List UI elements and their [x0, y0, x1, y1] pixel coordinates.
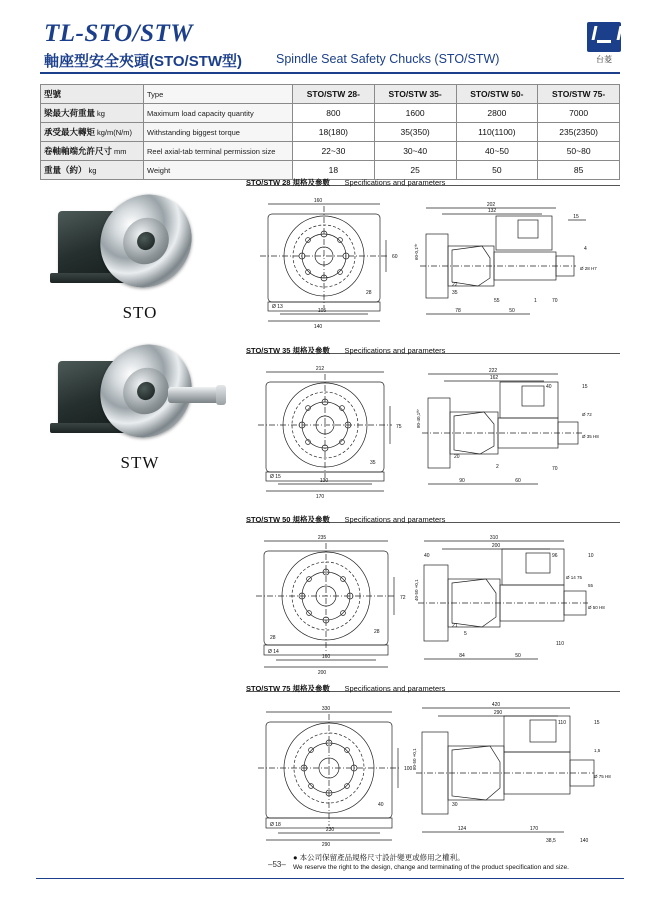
page-header — [0, 0, 659, 78]
svg-text:72: 72 — [400, 595, 406, 601]
drawing-group-75 — [246, 678, 620, 848]
svg-text:Ø 72: Ø 72 — [582, 412, 592, 417]
svg-text:140: 140 — [580, 838, 589, 844]
svg-text:90: 90 — [459, 478, 465, 484]
page-title: TL-STO/STW — [44, 20, 193, 47]
row-label-text: 承受最大轉矩 — [44, 127, 96, 137]
svg-text:Ø 28 H7: Ø 28 H7 — [580, 266, 597, 271]
technical-drawing-50 — [246, 527, 620, 679]
svg-text:160: 160 — [313, 198, 323, 204]
svg-text:132: 132 — [487, 208, 497, 214]
svg-text:Ø 13: Ø 13 — [272, 304, 283, 310]
cell-shaft-75: 50~80 — [538, 142, 620, 161]
svg-text:80-50 +0,1: 80-50 +0,1 — [412, 748, 417, 770]
svg-text:420: 420 — [491, 702, 501, 708]
svg-text:235: 235 — [317, 535, 327, 541]
group-title-cn: STO/STW 35 規格及參數 — [246, 346, 331, 355]
table-header-row — [41, 85, 620, 104]
col-header-75: STO/STW 75- — [538, 85, 620, 104]
svg-text:22: 22 — [452, 282, 458, 288]
cell-shaft-50: 40~50 — [456, 142, 538, 161]
svg-text:80-40,1ᴴ⁷: 80-40,1ᴴ⁷ — [416, 409, 421, 428]
svg-text:200: 200 — [317, 670, 327, 676]
svg-text:40-50 +0,1: 40-50 +0,1 — [414, 579, 419, 601]
svg-text:310: 310 — [489, 535, 499, 541]
product-photo-sto — [40, 185, 225, 305]
svg-text:170: 170 — [315, 494, 325, 500]
photo-caption-sto: STO — [122, 303, 158, 322]
svg-text:35: 35 — [370, 460, 376, 466]
footer-note-en: We reserve the right to the design, change and terminating of the product specification and size. — [293, 864, 569, 871]
svg-text:30: 30 — [452, 802, 458, 808]
cell-torque-35: 35(350) — [374, 123, 456, 142]
table-row — [41, 104, 620, 123]
group-title-cn: STO/STW 28 規格及參數 — [246, 178, 331, 187]
svg-text:21: 21 — [452, 623, 458, 629]
shaft-tip-shape — [216, 385, 226, 405]
row-label-shaft — [41, 142, 144, 161]
svg-text:60-0,1ᴴ⁷: 60-0,1ᴴ⁷ — [414, 243, 419, 260]
brand-logo — [581, 22, 627, 65]
cell-load-35: 1600 — [374, 104, 456, 123]
footer-disclaimer — [293, 852, 623, 871]
row-label-text: 重量（約） — [44, 165, 87, 175]
row-desc-torque: Withstanding biggest torque — [144, 123, 293, 142]
svg-text:330: 330 — [321, 706, 331, 712]
svg-text:2: 2 — [496, 464, 499, 470]
drawing-group-50 — [246, 509, 620, 679]
svg-text:40: 40 — [378, 802, 384, 808]
svg-text:55: 55 — [588, 583, 594, 588]
row-label-text: 梁最大荷重量 — [44, 108, 96, 118]
svg-text:200: 200 — [491, 543, 501, 549]
col-header-28: STO/STW 28- — [293, 85, 375, 104]
cell-torque-75: 235(2350) — [538, 123, 620, 142]
col-header-type-cn: 型號 — [41, 85, 144, 104]
svg-text:124: 124 — [457, 826, 467, 832]
svg-text:28: 28 — [374, 629, 380, 635]
cell-weight-28: 18 — [293, 161, 375, 180]
shaft-shape — [168, 387, 220, 403]
table-row — [41, 142, 620, 161]
row-label-weight — [41, 161, 144, 180]
svg-text:70: 70 — [552, 298, 558, 304]
svg-text:290: 290 — [493, 710, 503, 716]
group-title-en: Specifications and parameters — [344, 515, 446, 524]
row-desc-load: Maximum load capacity quantity — [144, 104, 293, 123]
col-header-50: STO/STW 50- — [456, 85, 538, 104]
footer-divider — [36, 878, 624, 879]
page-number: –53– — [268, 860, 286, 869]
row-label-unit: kg/m(N/m) — [97, 128, 133, 137]
svg-text:84: 84 — [459, 653, 465, 659]
cell-shaft-28: 22~30 — [293, 142, 375, 161]
row-label-unit: kg — [88, 166, 97, 175]
cell-weight-75: 85 — [538, 161, 620, 180]
svg-text:Ø 50 H8: Ø 50 H8 — [588, 605, 605, 610]
svg-text:1: 1 — [534, 298, 537, 304]
svg-text:290: 290 — [321, 842, 331, 848]
svg-text:55: 55 — [494, 298, 500, 304]
col-header-type-en: Type — [144, 85, 293, 104]
svg-text:Ø 15: Ø 15 — [270, 474, 281, 480]
cell-load-50: 2800 — [456, 104, 538, 123]
photo-caption-stw: STW — [120, 453, 160, 472]
row-label-unit: kg — [97, 109, 105, 118]
row-label-torque — [41, 123, 144, 142]
cell-load-28: 800 — [293, 104, 375, 123]
svg-text:1,5: 1,5 — [594, 748, 601, 753]
group-title-50 — [246, 509, 620, 524]
svg-text:212: 212 — [315, 366, 325, 372]
svg-text:Ø 14: Ø 14 — [268, 649, 279, 655]
row-label-unit: mm — [114, 147, 127, 156]
drawing-group-28 — [246, 172, 620, 336]
svg-text:5: 5 — [464, 631, 467, 637]
svg-text:162: 162 — [489, 375, 499, 381]
svg-text:110: 110 — [556, 641, 564, 647]
group-title-cn: STO/STW 75 規格及參數 — [246, 684, 331, 693]
svg-text:100: 100 — [404, 766, 413, 772]
group-title-28 — [246, 172, 620, 187]
svg-text:50: 50 — [509, 308, 515, 314]
group-title-cn: STO/STW 50 規格及參數 — [246, 515, 331, 524]
svg-text:Ø 35 H8: Ø 35 H8 — [582, 434, 599, 439]
svg-text:28: 28 — [270, 635, 276, 641]
svg-text:4: 4 — [584, 246, 587, 252]
footer-note-cn: ● 本公司保留產品規格尺寸設計變更或修用之權利。 — [293, 853, 465, 862]
group-title-75 — [246, 678, 620, 693]
svg-text:10: 10 — [588, 553, 594, 559]
svg-text:Ø 14 75: Ø 14 75 — [566, 575, 583, 580]
svg-text:96: 96 — [552, 553, 558, 559]
drawing-group-35 — [246, 340, 620, 504]
svg-text:75: 75 — [396, 424, 402, 430]
table-row — [41, 123, 620, 142]
technical-drawing-35 — [246, 358, 620, 504]
logo-icon — [587, 22, 621, 52]
svg-text:130: 130 — [319, 478, 329, 484]
product-photo-column — [40, 185, 240, 473]
technical-drawing-75 — [246, 696, 620, 848]
specification-table — [40, 84, 620, 180]
col-header-35: STO/STW 35- — [374, 85, 456, 104]
svg-text:15: 15 — [582, 384, 588, 390]
product-photo-stw — [40, 335, 225, 455]
cell-torque-28: 18(180) — [293, 123, 375, 142]
svg-text:20: 20 — [454, 454, 460, 460]
group-title-35 — [246, 340, 620, 355]
svg-text:160: 160 — [321, 654, 331, 660]
svg-text:15: 15 — [594, 720, 600, 726]
svg-text:15: 15 — [573, 214, 579, 220]
svg-text:230: 230 — [325, 827, 335, 833]
svg-text:35: 35 — [452, 290, 458, 296]
svg-text:40: 40 — [546, 384, 552, 390]
svg-text:110: 110 — [558, 720, 566, 726]
svg-text:28: 28 — [366, 290, 372, 296]
page-subtitle-cn: 軸座型安全夾頭(STO/STW型) — [44, 53, 243, 70]
svg-text:105: 105 — [317, 308, 327, 314]
svg-text:60: 60 — [515, 478, 521, 484]
svg-text:60: 60 — [392, 254, 398, 260]
group-title-en: Specifications and parameters — [344, 346, 446, 355]
svg-text:70: 70 — [552, 466, 558, 472]
page-subtitle-en: Spindle Seat Safety Chucks (STO/STW) — [276, 52, 500, 66]
row-label-load — [41, 104, 144, 123]
svg-text:Ø 75 H8: Ø 75 H8 — [594, 774, 611, 779]
svg-text:78: 78 — [455, 308, 461, 314]
cell-weight-35: 25 — [374, 161, 456, 180]
svg-text:170: 170 — [529, 826, 539, 832]
row-desc-shaft: Reel axial-tab terminal permission size — [144, 142, 293, 161]
svg-text:40: 40 — [424, 553, 430, 559]
cell-load-75: 7000 — [538, 104, 620, 123]
svg-text:Ø 18: Ø 18 — [270, 822, 281, 828]
group-title-en: Specifications and parameters — [344, 178, 446, 187]
svg-text:50: 50 — [515, 653, 521, 659]
cell-weight-50: 50 — [456, 161, 538, 180]
group-title-en: Specifications and parameters — [344, 684, 446, 693]
cell-shaft-35: 30~40 — [374, 142, 456, 161]
logo-label: 台菱 — [596, 55, 612, 64]
svg-text:140: 140 — [313, 324, 323, 330]
svg-text:38,5: 38,5 — [546, 838, 556, 844]
svg-text:222: 222 — [488, 368, 498, 374]
row-desc-weight: Weight — [144, 161, 293, 180]
header-divider — [40, 72, 620, 74]
row-label-text: 卷軸軸端允許尺寸 — [44, 146, 113, 156]
svg-text:202: 202 — [486, 202, 496, 208]
cell-torque-50: 110(1100) — [456, 123, 538, 142]
technical-drawing-28 — [246, 190, 620, 336]
